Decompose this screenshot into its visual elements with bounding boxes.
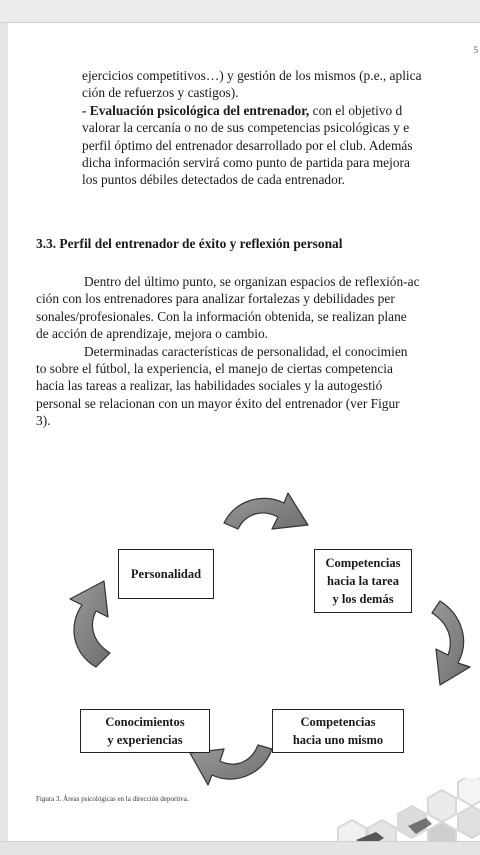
text-line: personal se relacionan con un mayor éxito del entrenador (ver Figur (36, 395, 400, 411)
box-competencias-mismo: Competencias hacia uno mismo (272, 709, 404, 753)
text-line: ción de refuerzos y castigos). (82, 85, 239, 101)
box-conocimientos: Conocimientos y experiencias (80, 709, 210, 753)
decorative-hexagons-icon (318, 778, 480, 841)
text-line: de acción de aprendizaje, mejora o cambio. (36, 326, 268, 342)
section-heading: 3.3. Perfil del entrenador de éxito y reflexión personal (36, 236, 343, 251)
intro-paragraph (36, 67, 480, 189)
text-line: valorar la cercanía o no de sus competencias psicológicas y e (82, 120, 410, 136)
page-number: 5 (473, 45, 478, 55)
text-line: Dentro del último punto, se organizan espacios de reflexión-ac (84, 274, 420, 289)
text-line: ejercicios competitivos…) y gestión de los mismos (p.e., aplica (82, 68, 422, 83)
text-line: con el objetivo d (309, 102, 403, 118)
arrow-right-icon (432, 601, 470, 685)
text-line: perfil óptimo del entrenador desarrollado por el club. Además (82, 137, 413, 153)
text-line: 3). (36, 413, 51, 429)
cycle-arrows (8, 463, 480, 823)
document-page[interactable] (8, 23, 480, 841)
text-line: sonales/profesionales. Con la información obtenida, se realizan plane (36, 308, 407, 324)
list-item-evaluacion (36, 102, 480, 119)
text-line: Determinadas características de personalidad, el conocimien (84, 343, 408, 359)
text-line: hacia las tareas a realizar, las habilidades sociales y la autogestió (36, 378, 383, 394)
psychological-areas-diagram (8, 463, 480, 823)
text-line: dicha información servirá como punto de partida para mejora (82, 154, 410, 170)
viewer-top-bar (0, 0, 480, 23)
list-item-bold-lead: - Evaluación psicológica del entrenador, (82, 102, 310, 118)
figure-caption: Figura 3. Áreas psicológicas en la dirección deportiva. (36, 795, 189, 803)
text-line: los puntos débiles detectados de cada entrenador. (82, 172, 345, 188)
arrow-left-icon (70, 581, 110, 667)
box-personalidad: Personalidad (118, 549, 214, 599)
box-competencias-tarea: Competencias hacia la tarea y los demás (314, 549, 412, 613)
body-paragraphs (36, 273, 480, 430)
viewer-bottom-bar (0, 841, 480, 855)
arrow-top-icon (224, 493, 308, 529)
text-line: to sobre el fútbol, la experiencia, el manejo de ciertas competencia (36, 360, 393, 376)
text-line: ción con los entrenadores para analizar fortalezas y debilidades per (36, 291, 395, 307)
